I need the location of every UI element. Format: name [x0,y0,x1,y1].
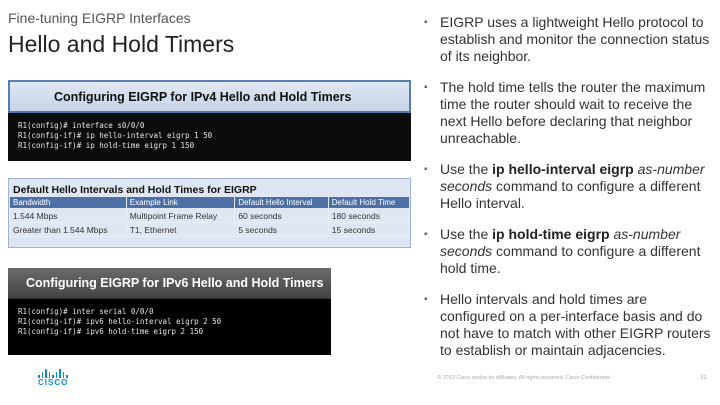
ipv6-config-panel [8,268,331,355]
ipv6-line-2: R1(config-if)# ipv6 hello-interval eigrp 2 50 [18,317,222,326]
bullet-text: Use the [440,226,493,242]
argument-text: as-number seconds [440,226,681,259]
table-cell: T1, Ethernet [126,223,235,237]
ipv4-panel-heading: Configuring EIGRP for IPv4 Hello and Hold Timers [10,82,409,111]
bullet-item: ▪ EIGRP uses a lightweight Hello protocol to establish and monitor the connection status of its neighbor. [424,14,710,64]
table-row [10,223,410,237]
bullet-item: ▪ The hold time tells the router the maximum time the router should wait to receive the next Hello before declaring that neighbor unreachable. [424,79,706,146]
ipv4-line-1: R1(config)# interface s0/0/0 [18,121,145,130]
table-cell: Greater than 1.544 Mbps [10,223,127,237]
column-header: Default Hold Time [328,197,409,209]
command-text: ip hello-interval eigrp [492,161,634,177]
table-cell: 180 seconds [328,209,409,223]
bullet-text: Use the [440,161,493,177]
bullet-text: EIGRP uses a lightweight Hello protocol to establish and monitor the connection status of its neighbor. [440,14,710,64]
column-header: Bandwidth [10,197,127,209]
table-header-row [10,197,410,209]
bullet-item: ▪ Use the ip hold-time eigrp as-number seconds command to configure a different hold time. [424,226,701,276]
cisco-logo-icon [38,368,68,392]
table-cell: 5 seconds [235,223,328,237]
command-text: ip hold-time eigrp [492,226,610,242]
column-header: Default Hello Interval [235,197,328,209]
column-header: Example Link [126,197,235,209]
slide-title: Hello and Hold Timers [8,31,235,57]
ipv6-panel-heading: Configuring EIGRP for IPv6 Hello and Hold Timers [8,268,331,298]
ipv4-terminal [8,113,411,161]
ipv6-terminal [8,299,331,355]
defaults-table [8,178,411,248]
table-caption: Default Hello Intervals and Hold Times for EIGRP [13,184,257,196]
bullet-text: The hold time tells the router the maximum time the router should wait to receive the next Hello before declaring that neighbor unreachable. [440,79,706,146]
ipv4-line-2: R1(config-if)# ip hello-interval eigrp 1 50 [18,131,213,140]
table-cell: 1.544 Mbps [10,209,127,223]
table-cell: 15 seconds [328,223,409,237]
ipv6-line-1: R1(config)# inter serial 0/0/0 [18,307,154,316]
bullet-text: command to configure a different hold time. [440,243,701,276]
table-cell: Multipoint Frame Relay [126,209,235,223]
ipv6-line-3: R1(config-if)# ipv6 hold-time eigrp 2 150 [18,327,204,336]
bullet-text: Hello intervals and hold times are configured on a per-interface basis and do not have to match with other EIGRP routers to establish or maintain adjacencies. [440,291,711,358]
ipv4-line-3: R1(config-if)# ip hold-time eigrp 1 150 [18,141,195,150]
argument-text: as-number seconds [440,161,705,194]
table-row [10,209,410,223]
bullet-item: ▪ Use the ip hello-interval eigrp as-number seconds command to configure a different Hello interval. [424,161,705,211]
slide-subtitle: Fine-tuning EIGRP Interfaces [8,10,191,26]
copyright-footer: © 2013 Cisco and/or its affiliates. All rights reserved. Cisco Confidential [437,375,611,381]
bullet-item: ▪ Hello intervals and hold times are configured on a per-interface basis and do not have to match with other EIGRP routers to establish or maintain adjacencies. [424,291,711,358]
table-cell: 60 seconds [235,209,328,223]
logo-word: CISCO [38,378,69,387]
bullet-text: command to configure a different Hello interval. [440,178,701,211]
bullet-list [424,14,714,373]
page-number: 31 [700,375,707,381]
